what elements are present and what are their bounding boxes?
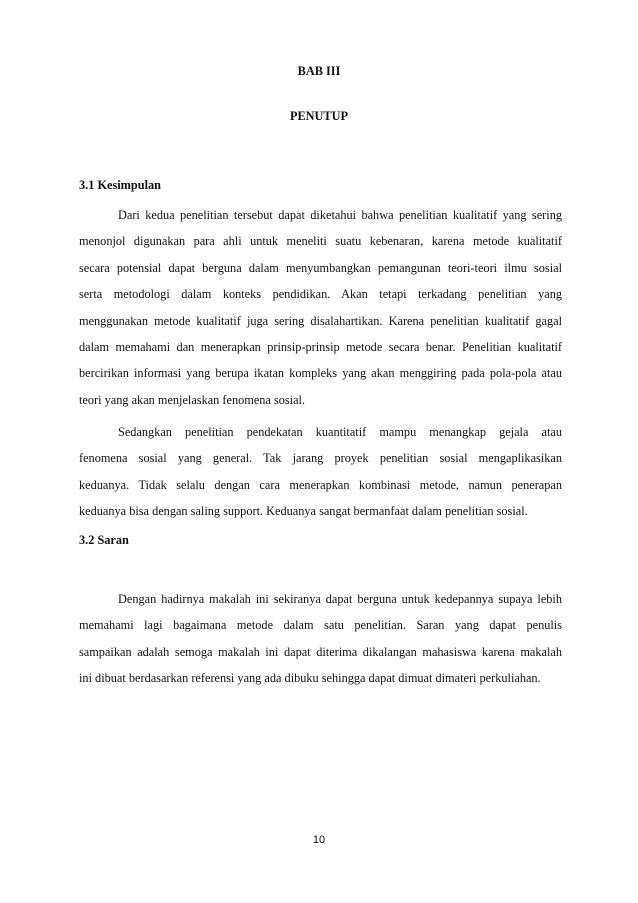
text-line: Dari kedua penelitian tersebut dapat diketahui bahwa penelitian kualitatif yang sering xyxy=(118,208,562,222)
text-line: menonjol digunakan para ahli untuk meneliti suatu kebenaran, karena metode kualitatif xyxy=(79,234,562,249)
text-line: bercirikan informasi yang berupa ikatan kompleks yang akan menggiring pada pola-pola atau xyxy=(79,366,562,381)
section-heading-kesimpulan: 3.1 Kesimpulan xyxy=(79,178,161,192)
chapter-label: BAB III xyxy=(297,64,341,78)
text-line: serta metodologi dalam konteks pendidikan. Akan tetapi terkadang penelitian yang xyxy=(79,287,562,302)
page-number: 10 xyxy=(312,834,326,846)
text-line: fenomena sosial yang general. Tak jarang proyek penelitian sosial mengaplikasikan xyxy=(79,451,562,466)
paragraph-saran xyxy=(79,591,562,697)
text-line: sampaikan adalah semoga makalah ini dapat diterima dikalangan mahasiswa karena makalah xyxy=(79,644,562,659)
text-line: keduanya. Tidak selalu dengan cara menerapkan kombinasi metode, namun penerapan xyxy=(79,477,562,492)
section-heading-saran: 3.2 Saran xyxy=(79,533,129,547)
text-line: Sedangkan penelitian pendekatan kuantitatif mampu menangkap gejala atau xyxy=(118,425,562,439)
text-line: menggunakan metode kualitatif juga sering disalahartikan. Karena penelitian kualitatif gagal xyxy=(79,313,562,328)
paragraph-kesimpulan-1 xyxy=(79,207,562,418)
text-line: Dengan hadirnya makalah ini sekiranya dapat berguna untuk kedepannya supaya lebih xyxy=(118,592,562,606)
text-line: dalam memahami dan menerapkan prinsip-prinsip metode secara benar. Penelitian kualitatif xyxy=(79,339,562,354)
text-line: keduanya bisa dengan saling support. Keduanya sangat bermanfaat dalam penelitian sosial. xyxy=(79,504,528,519)
paragraph-kesimpulan-2 xyxy=(79,424,562,530)
page-title: PENUTUP xyxy=(289,109,349,123)
text-line: secara potensial dapat berguna dalam menyumbangkan pemangunan teori-teori ilmu sosial xyxy=(79,260,562,275)
text-line: teori yang akan menjelaskan fenomena sosial. xyxy=(79,392,306,407)
text-line: memahami lagi bagaimana metode dalam satu penelitian. Saran yang dapat penulis xyxy=(79,618,562,633)
text-line: ini dibuat berdasarkan referensi yang ada dibuku sehingga dapat dimuat dimateri perkuliahan. xyxy=(79,671,541,686)
